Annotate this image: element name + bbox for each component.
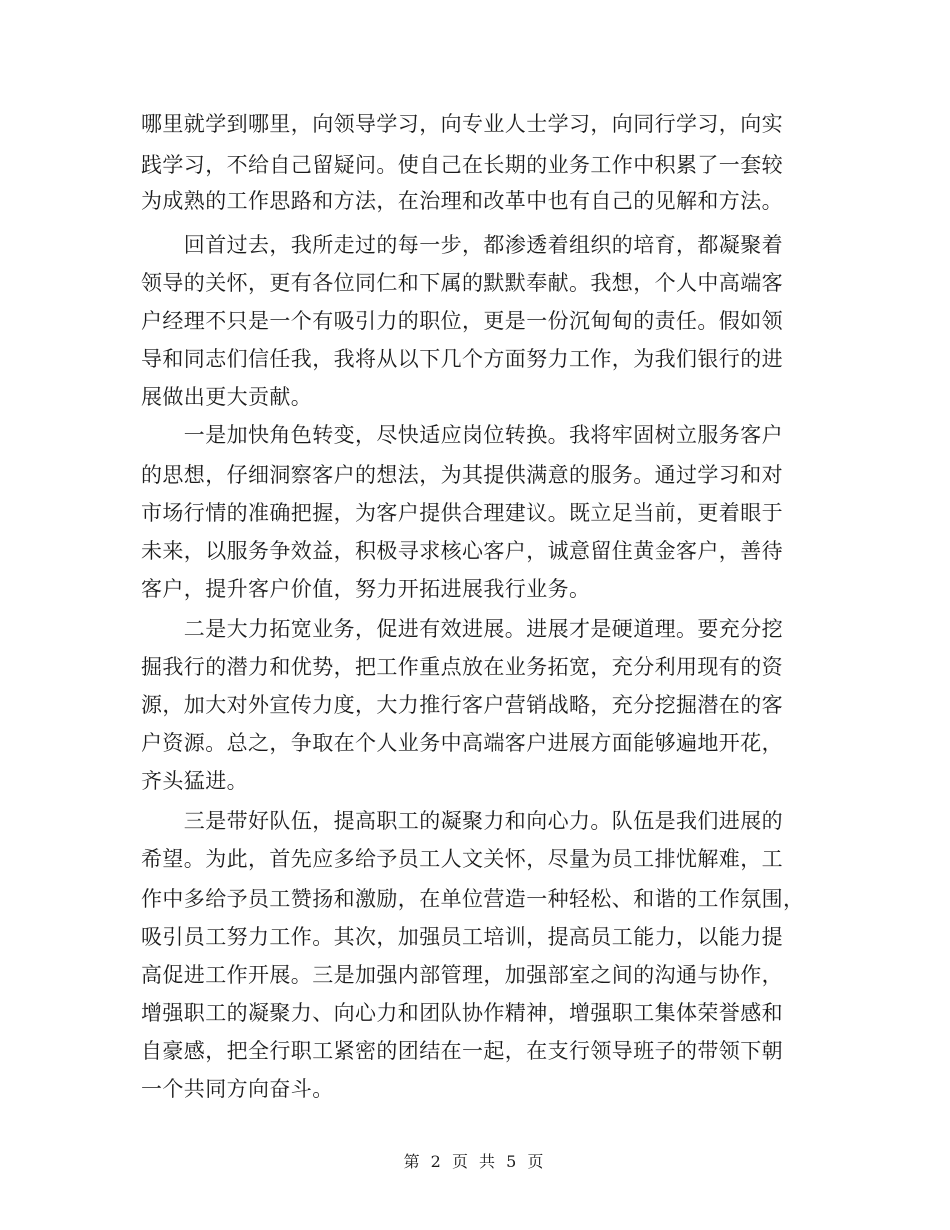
text-line: 的思想，仔细洞察客户的想法，为其提供满意的服务。通过学习和对: [141, 463, 783, 487]
text-line: 自豪感，把全行职工紧密的团结在一起，在支行领导班子的带领下朝: [141, 1039, 783, 1063]
text-line: 希望。为此，首先应多给予员工人文关怀，尽量为员工排忧解难，工: [141, 847, 783, 871]
text-line: 领导的关怀，更有各位同仁和下属的默默奉献。我想，个人中高端客: [141, 271, 783, 295]
text-line: 户资源。总之，争取在个人业务中高端客户进展方面能够遍地开花，: [141, 731, 783, 755]
text-line: 为成熟的工作思路和方法，在治理和改革中也有自己的见解和方法。: [141, 189, 783, 213]
text-line: 户经理不只是一个有吸引力的职位，更是一份沉甸甸的责任。假如领: [141, 309, 783, 333]
text-line: 回首过去，我所走过的每一步，都渗透着组织的培育，都凝聚着: [141, 233, 783, 257]
text-line: 展做出更大贡献。: [141, 385, 313, 409]
page-number-footer: 第 2 页 共 5 页: [403, 1152, 547, 1171]
text-line: 增强职工的凝聚力、向心力和团队协作精神，增强职工集体荣誉感和: [141, 1001, 783, 1025]
text-line: 源，加大对外宣传力度，大力推行客户营销战略，充分挖掘潜在的客: [141, 693, 783, 717]
text-line: 哪里就学到哪里，向领导学习，向专业人士学习，向同行学习，向实: [141, 112, 783, 136]
text-line: 一个共同方向奋斗。: [141, 1077, 334, 1101]
text-line: 掘我行的潜力和优势，把工作重点放在业务拓宽，充分利用现有的资: [141, 655, 783, 679]
text-line: 吸引员工努力工作。其次，加强员工培训，提高员工能力，以能力提: [141, 925, 783, 949]
text-line: 高促进工作开展。三是加强内部管理，加强部室之间的沟通与协作，: [141, 963, 783, 987]
text-line: 齐头猛进。: [141, 769, 248, 793]
text-line: 二是大力拓宽业务，促进有效进展。进展才是硬道理。要充分挖: [141, 617, 783, 641]
text-line: 三是带好队伍，提高职工的凝聚力和向心力。队伍是我们进展的: [141, 809, 783, 833]
text-line: 作中多给予员工赞扬和激励，在单位营造一种轻松、和谐的工作氛围，: [141, 887, 805, 911]
text-line: 客户，提升客户价值，努力开拓进展我行业务。: [141, 577, 591, 601]
text-line: 未来，以服务争效益，积极寻求核心客户，诚意留住黄金客户，善待: [141, 539, 783, 563]
text-line: 市场行情的准确把握，为客户提供合理建议。既立足当前，更着眼于: [141, 501, 783, 525]
text-line: 一是加快角色转变，尽快适应岗位转换。我将牢固树立服务客户: [141, 423, 783, 447]
text-line: 践学习，不给自己留疑问。使自己在长期的业务工作中积累了一套较: [141, 153, 783, 177]
text-line: 导和同志们信任我，我将从以下几个方面努力工作，为我们银行的进: [141, 347, 783, 371]
